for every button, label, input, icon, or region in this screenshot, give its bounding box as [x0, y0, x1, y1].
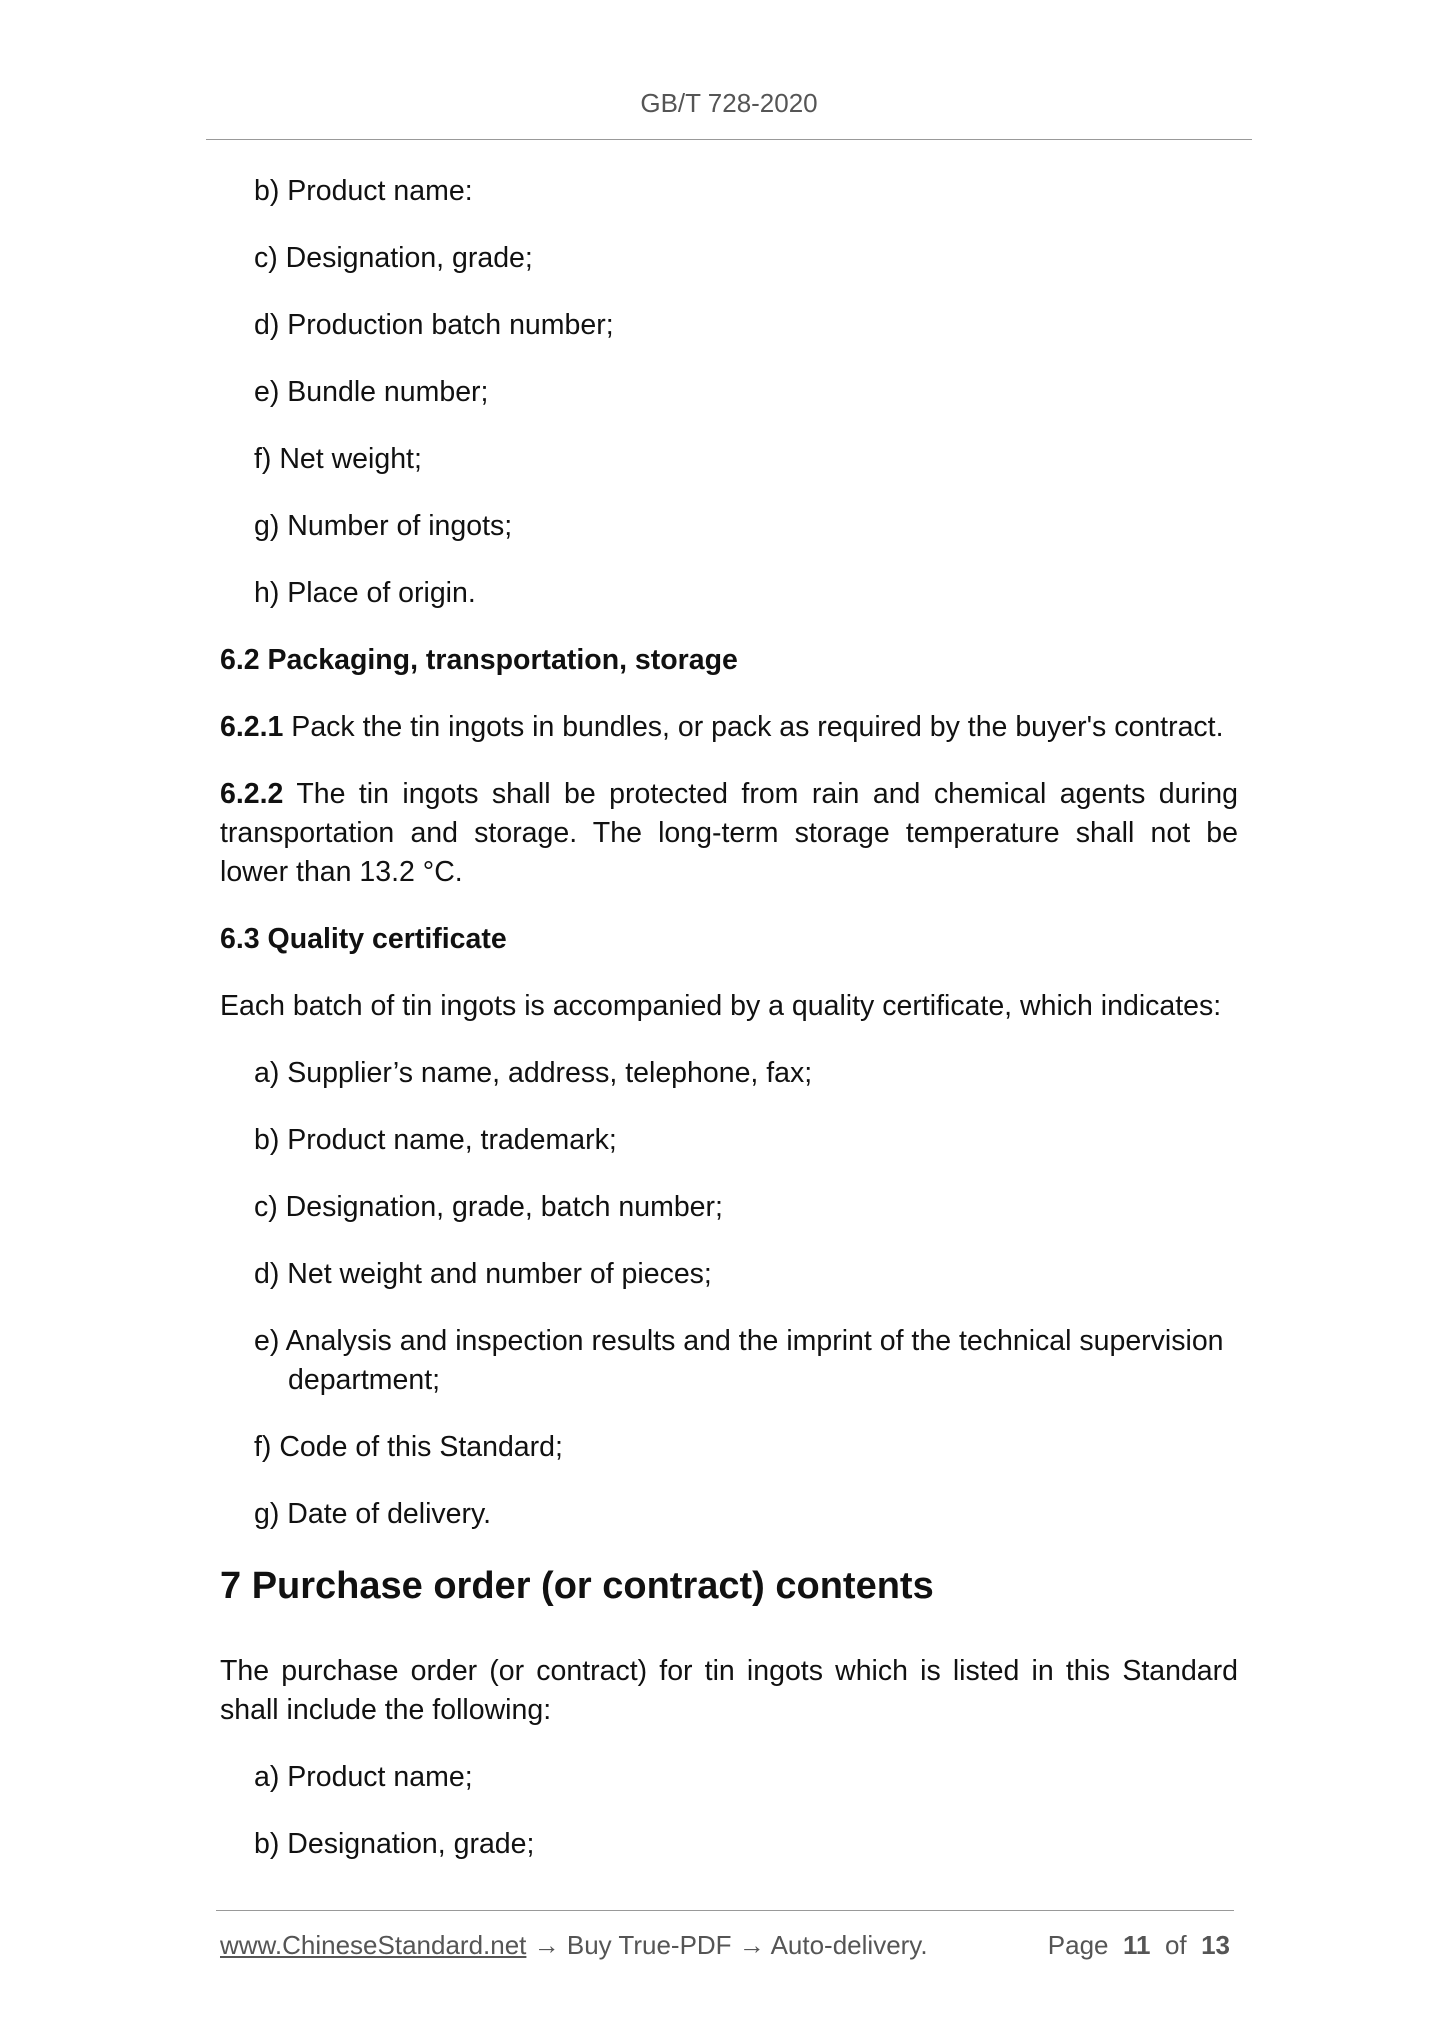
clause-number: 6.2.2 — [220, 778, 284, 810]
list-item: a) Product name; — [254, 1761, 473, 1793]
section-heading-6-3: 6.3 Quality certificate — [220, 923, 507, 955]
list-item: e) Bundle number; — [254, 376, 489, 408]
page-total: 13 — [1201, 1930, 1230, 1960]
list-item: b) Product name, trademark; — [254, 1124, 617, 1156]
clause-text: Pack the tin ingots in bundles, or pack as required by the buyer's contract. — [283, 711, 1224, 743]
page-body — [220, 172, 1238, 1892]
list-item: b) Product name: — [254, 175, 473, 207]
list-item: g) Date of delivery. — [254, 1498, 492, 1530]
section-intro: The purchase order (or contract) for tin ingots which is listed in this Standard shall include the following: — [220, 1655, 1238, 1726]
list-item: e) Analysis and inspection results and the imprint of the technical supervision department; — [254, 1325, 1224, 1396]
clause-number: 6.2.1 — [220, 711, 284, 743]
list-item: d) Net weight and number of pieces; — [254, 1258, 712, 1290]
page-footer — [220, 1930, 1230, 1961]
list-item: c) Designation, grade; — [254, 242, 533, 274]
section-heading-6-2: 6.2 Packaging, transportation, storage — [220, 644, 738, 676]
section-heading-7: 7 Purchase order (or contract) contents — [220, 1565, 934, 1607]
section-intro: Each batch of tin ingots is accompanied by a quality certificate, which indicates: — [220, 990, 1222, 1022]
page-header: GB/T 728-2020 — [640, 88, 818, 118]
footer-divider — [216, 1910, 1234, 1911]
clause-text: The tin ingots shall be protected from rain and chemical agents during transportation and storage. The long-term storage temperature shall not be lower than 13.2 °C. — [220, 778, 1238, 888]
page-indicator — [1048, 1930, 1230, 1961]
list-item: f) Net weight; — [254, 443, 422, 475]
of-word: of — [1164, 1930, 1187, 1960]
list-item: f) Code of this Standard; — [254, 1431, 563, 1463]
clause-6-2-2 — [220, 775, 1238, 892]
list-item: d) Production batch number; — [254, 309, 614, 341]
list-item: g) Number of ingots; — [254, 510, 513, 542]
footer-tagline: → Buy True-PDF → Auto-delivery. — [526, 1930, 928, 1960]
list-item: c) Designation, grade, batch number; — [254, 1191, 723, 1223]
page-number: 11 — [1122, 1930, 1151, 1960]
list-item: b) Designation, grade; — [254, 1828, 535, 1860]
clause-6-2-1 — [220, 708, 1238, 747]
list-item: a) Supplier’s name, address, telephone, fax; — [254, 1057, 813, 1089]
page-word: Page — [1047, 1930, 1109, 1960]
header-divider — [206, 139, 1252, 140]
site-link[interactable]: www.ChineseStandard.net — [220, 1930, 527, 1960]
list-item: h) Place of origin. — [254, 577, 476, 609]
